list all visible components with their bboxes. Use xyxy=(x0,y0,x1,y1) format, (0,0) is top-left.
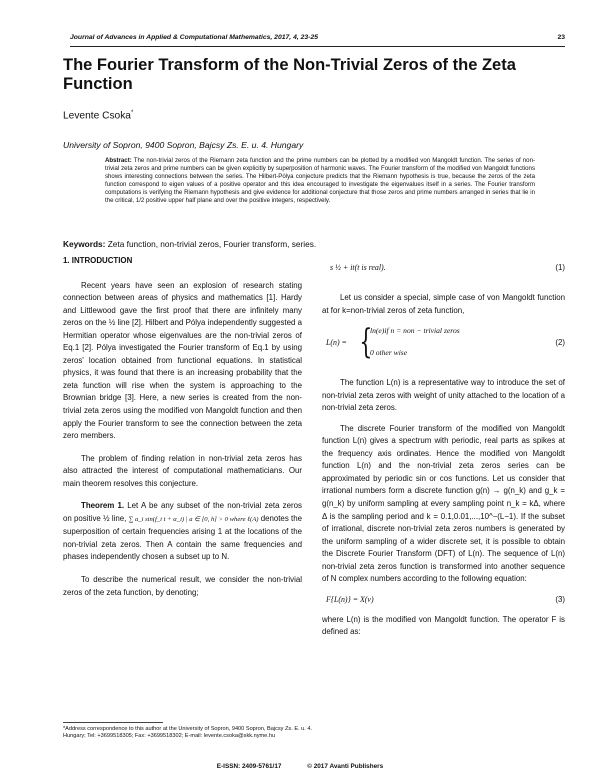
equation-2-lhs: L(n) = xyxy=(326,338,347,348)
running-header xyxy=(70,34,565,46)
abstract-label: Abstract: xyxy=(105,157,132,164)
equation-3-body: F{L(n)} = X(ν) xyxy=(326,594,374,604)
footnote-rule xyxy=(63,722,163,723)
equation-1-body: s ½ + it(t is real). xyxy=(330,263,386,272)
theorem-label: Theorem 1. xyxy=(81,501,125,511)
page-footer xyxy=(0,763,600,770)
intro-paragraph-1: Recent years have seen an explosion of research stating connection between areas of physics and mathematics [1]. Hardy and Littlewood gave the first proof that there are infinitely many zeros on the ½ line [2]. Hilbert and Pólya independently suggested a Hermitian operator whose eigenvalues are the non-trivial zeros of Eq.1 [2]. Pólya investigated the Fourier transform of Eq.1 by using zeros' location obtained from functional equations. In statistical physics, it was found that there is an increasing probability that the zeta function will rise when the system is approaching to the Brownian bridge [3]. Here, a new series is created from the non-trivial zeta zeros using the modified von Mangoldt function and then apply the Fourier transform to see the connection between the zeta zero members. xyxy=(63,280,302,441)
correspondence-footnote: *Address correspondence to this author at the University of Sopron, 9400 Sopron, Bajcsy Zs. E. u. 4. Hungary; Tel: +3699518305; Fax: +3699518302; E-mail: levente.csoka@skk.nyme.hu xyxy=(63,726,313,740)
equation-3-number: (3) xyxy=(555,594,565,604)
author-mark: * xyxy=(130,110,134,116)
journal-citation: Journal of Advances in Applied & Computational Mathematics, 2017, 4, 23-25 xyxy=(70,34,319,41)
copyright: © 2017 Avanti Publishers xyxy=(307,763,384,770)
equation-1 xyxy=(322,262,565,282)
affiliation: University of Sopron, 9400 Sopron, Bajcsy Zs. E. u. 4. Hungary xyxy=(63,140,304,150)
theorem-formula: ∑ a_i sin(f_i t + α_i) | a ∈ [0, h] > 0 where ℓ(A) xyxy=(128,515,259,523)
keywords xyxy=(63,239,316,249)
right-paragraph-4: where L(n) is the modified von Mangoldt function. The operator F is defined as: xyxy=(322,614,565,637)
author-name: Levente Csoka xyxy=(63,110,131,122)
equation-2 xyxy=(322,323,565,369)
equation-2-case-1: ln(e)if n = non − trivial zeros xyxy=(370,326,460,336)
right-column xyxy=(322,262,565,639)
abstract xyxy=(105,157,535,206)
intro-paragraph-3: To describe the numerical result, we consider the non-trivial zeros of the zeta function, by denoting; xyxy=(63,575,302,597)
theorem-1 xyxy=(63,500,302,564)
issn: E-ISSN: 2409-5761/17 xyxy=(216,763,282,770)
equation-3 xyxy=(322,592,565,614)
page-number: 23 xyxy=(557,34,565,41)
theorem-text-b: denotes the superposition of certain frequencies arising 1 at the locations of the non-trivial zeta zeros. Then A contain the same frequencies and phases independently chosen a subset up to N. xyxy=(63,513,302,562)
right-paragraph-2: The function L(n) is a representative way to introduce the set of non-trivial zeta zeros with weight of unity attached to the location of a non-trivial zeta zeros. xyxy=(322,378,565,413)
keywords-text: Zeta function, non-trivial zeros, Fourier transform, series. xyxy=(107,239,317,249)
abstract-text: The non-trivial zeros of the Riemann zeta function and the prime numbers can be plotted by a modified von Mangoldt function. The series of non-trivial zeta zeros and prime numbers can be given explicitly by superposition of harmonic waves. The Fourier transform of the modified von Mangoldt functions shows interesting connections between the series. The Hilbert-Pólya conjecture predicts that the Riemann hypothesis is true, because the zeros of the zeta function correspond to eigen values of a positive operator and this idea encouraged to investigate the eigenvalues itself in a series. The Fourier transform computations is verifying the Riemann hypothesis and give evidence for additional conjecture that those zeros and prime numbers arranged in series that lie in the critical, 1/2 positive upper half plane and over the positive integers, respectively. xyxy=(105,157,535,205)
equation-2-case-2: 0 other wise xyxy=(370,348,408,358)
keywords-label: Keywords: xyxy=(63,239,106,249)
equation-2-brace: { xyxy=(359,322,373,363)
right-paragraph-3: The discrete Fourier transform of the modified von Mangoldt function L(n) gives a spectrum with periodic, real parts as spikes at the frequency axis ordinates. Hence the modified von Mangoldt function L(n) and the non-trivial zeta zeros series can be approximated by periodic sin or cos functions. Let us consider that irrational numbers form a discrete function g(n) → g(n_k) and g_k = g(n_k) by uniform sampling at every sampling point n_k = kΔ, where Δ is the sampling period and k = 0.1,0.01,...,10^−(L−1). If the subset of irrational, discrete non-trivial zeta zeros numbers is generated by the uniform sampling of a wider discrete set, it is possible to obtain the Discrete Fourier Transform (DFT) of L(n). The sequence of L(n) non-trivial zeta zeros function is transformed into another sequence of N complex numbers according to the following equation: xyxy=(322,423,565,584)
equation-2-number: (2) xyxy=(555,338,565,348)
paper-title: The Fourier Transform of the Non-Trivial Zeros of the Zeta Function xyxy=(63,56,516,93)
intro-paragraph-2: The problem of finding relation in non-trivial zeta zeros has also attracted the interest of computational mathematicians. Our main theorem resolves this conjecture. xyxy=(63,453,302,488)
theorem-text-a: Let A be any subset of the non-trivial zeta zeros on positive ½ line, xyxy=(63,501,302,523)
left-column xyxy=(63,255,302,599)
right-paragraph-1: Let us consider a special, simple case of von Mangoldt function at for k=non-trivial zeros of zeta function, xyxy=(322,293,565,315)
header-rule xyxy=(70,46,565,47)
author xyxy=(63,110,133,121)
equation-1-number: (1) xyxy=(555,263,565,272)
section-heading: 1. INTRODUCTION xyxy=(63,256,133,265)
